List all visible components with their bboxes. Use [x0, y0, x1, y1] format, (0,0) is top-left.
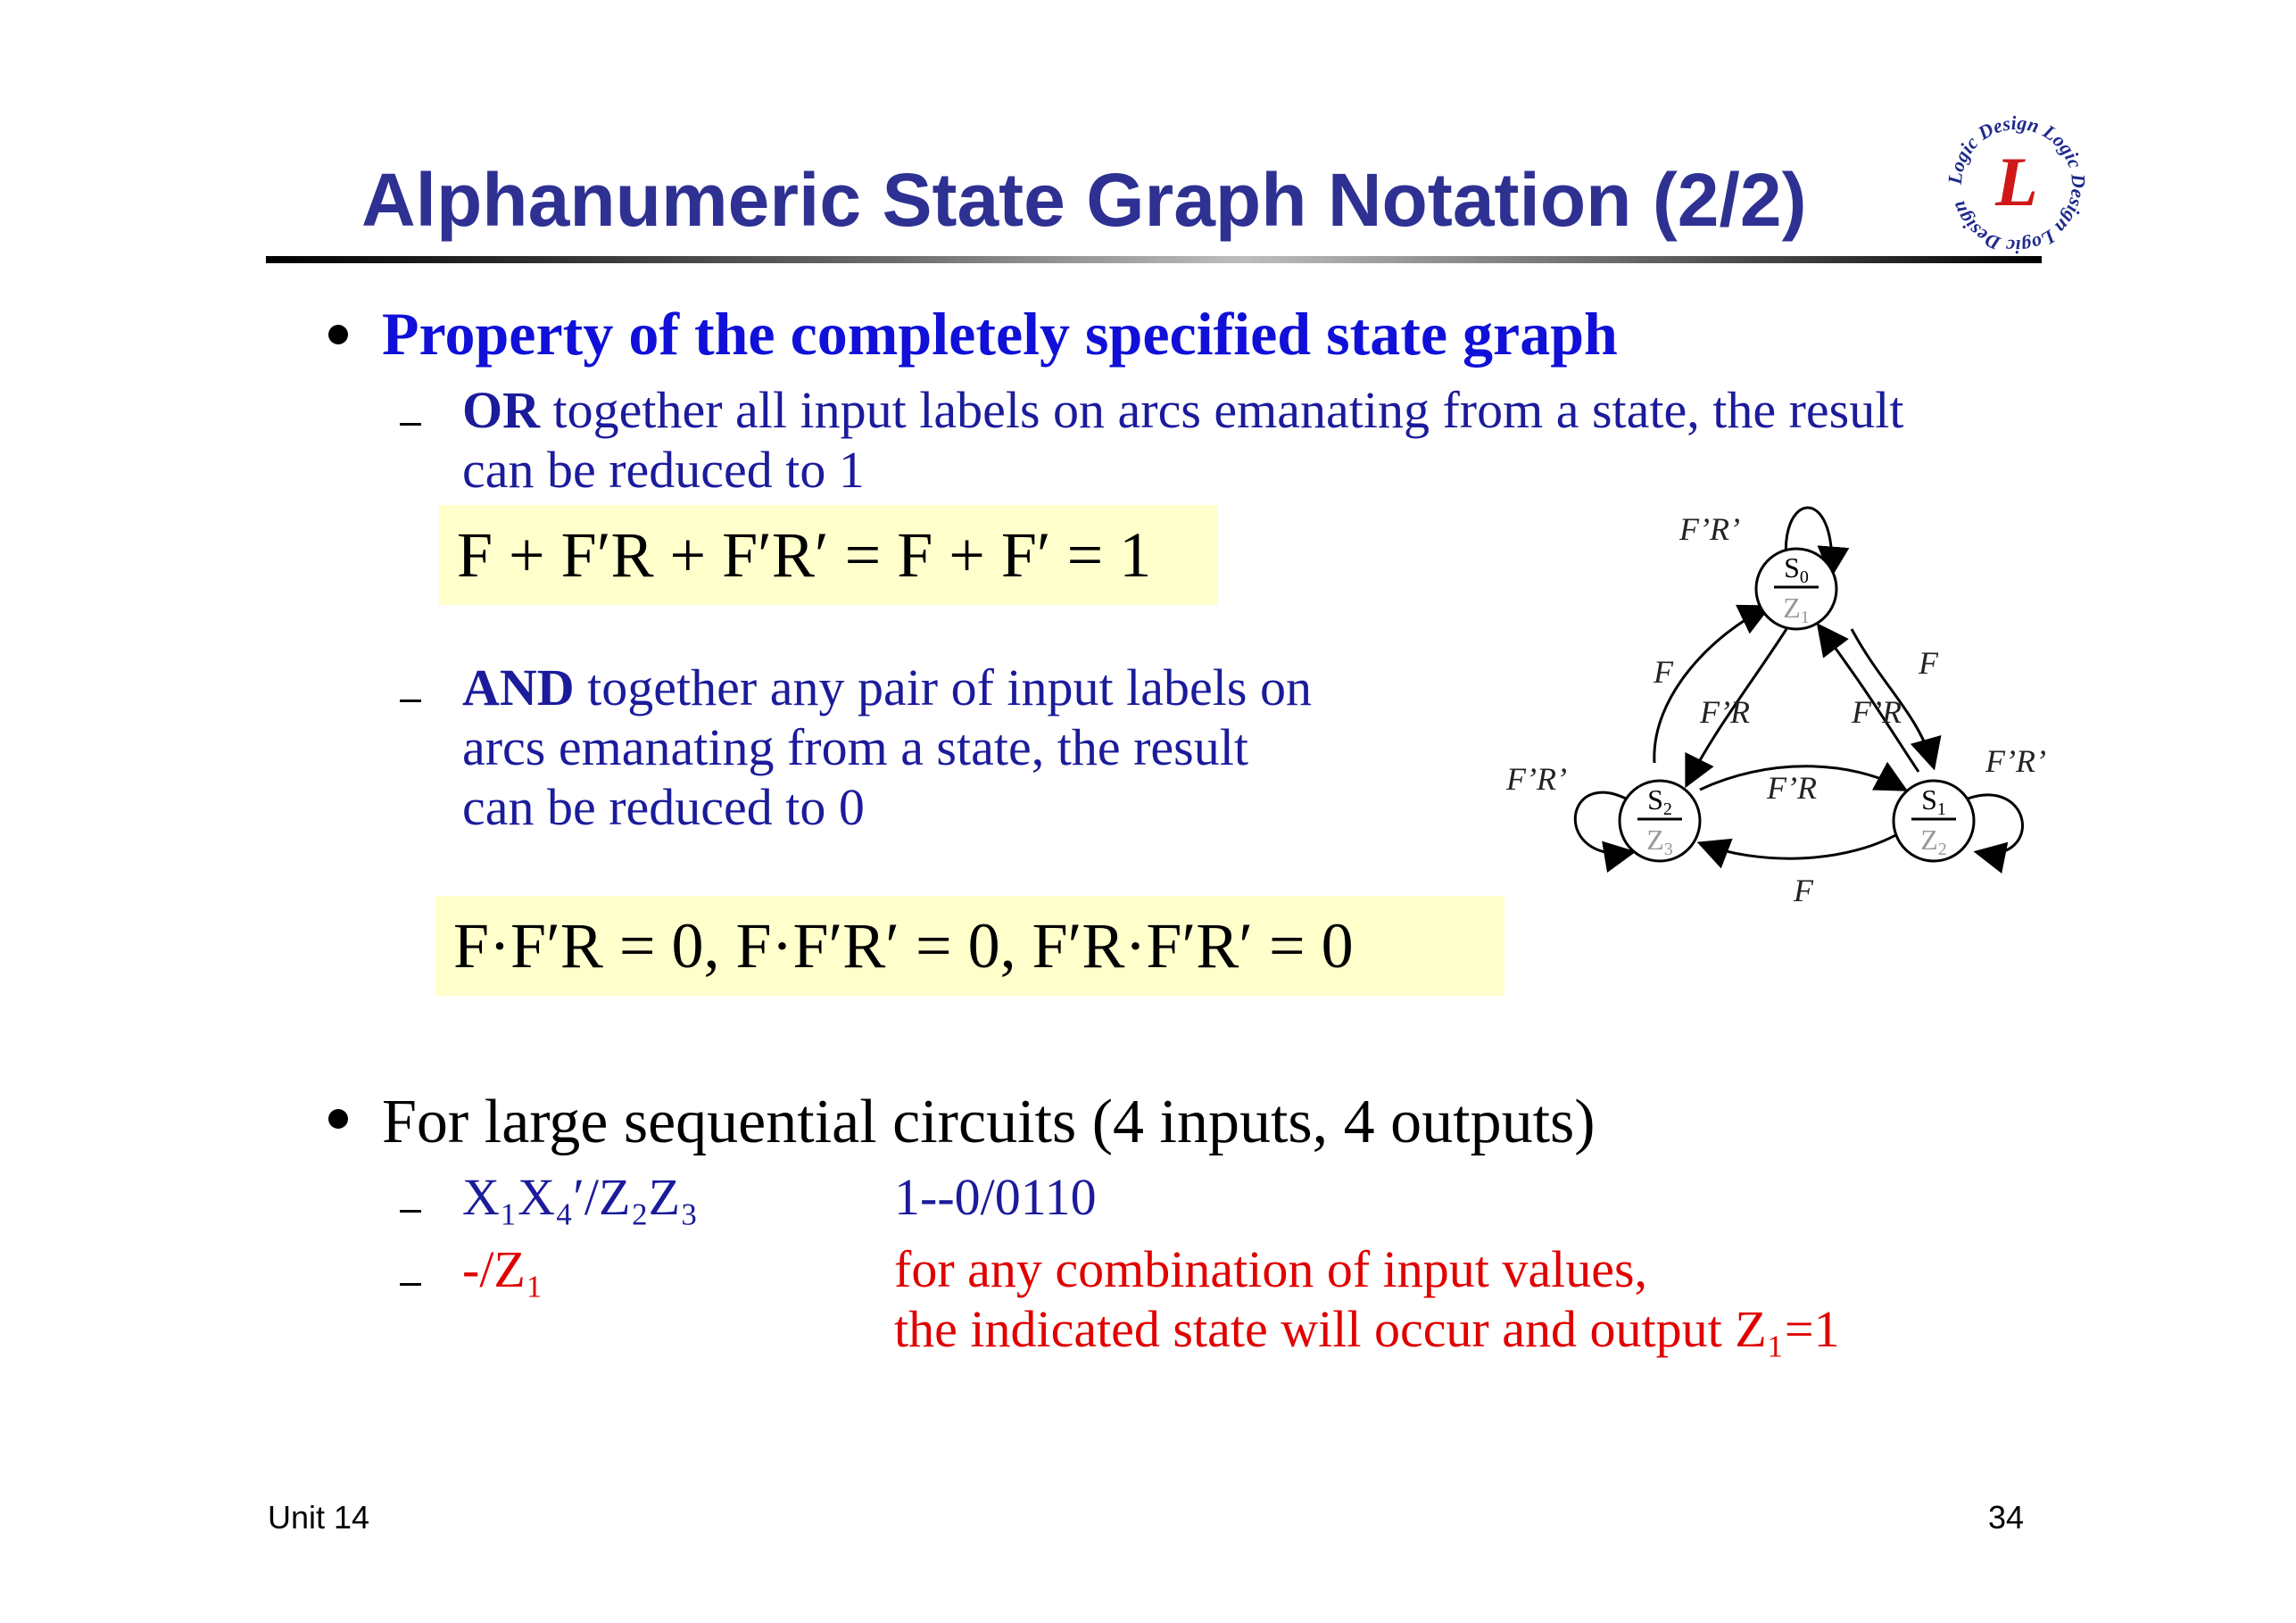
row1-value: 1--0/0110 — [894, 1168, 1097, 1226]
label-s0-to-s1: F — [1919, 645, 1938, 681]
bullet-dot — [328, 1109, 348, 1129]
svg-text:Z2: Z2 — [1920, 824, 1947, 859]
sub-dash — [400, 423, 421, 426]
footer-unit: Unit 14 — [268, 1499, 370, 1536]
row2-desc-line2: the indicated state will occur and output Z₁=1 — [894, 1300, 1840, 1358]
row1-notation: X₁X₄′/Z₂Z₃ — [462, 1168, 699, 1226]
bullet2-heading: For large sequential circuits (4 inputs, 4 outputs) — [382, 1088, 1596, 1156]
sub-dash — [400, 700, 421, 702]
sub2-rest: together any pair of input labels on — [574, 658, 1312, 716]
row2-desc-line1: for any combination of input values, — [894, 1240, 1648, 1298]
equation-or-box: F + F′R + F′R′ = F + F′ = 1 — [439, 505, 1217, 605]
svg-text:S2: S2 — [1647, 783, 1672, 819]
arc-s1-self — [1968, 795, 2022, 854]
label-s2-to-s1: F’R — [1767, 770, 1817, 806]
label-s0-to-s2: F’R — [1700, 694, 1750, 730]
sub-dash — [400, 1283, 421, 1286]
sub1-line1 — [462, 381, 1903, 440]
title-underline — [266, 256, 2042, 263]
svg-text:Z1: Z1 — [1783, 592, 1810, 627]
label-s2-self: F’R’ — [1506, 761, 1567, 797]
sub2-line3: can be reduced to 0 — [462, 778, 865, 836]
label-s1-to-s0: F’R — [1852, 694, 1902, 730]
state-graph-diagram — [1481, 473, 2061, 919]
arc-s1-to-s2 — [1700, 830, 1905, 858]
svg-text:Z3: Z3 — [1646, 824, 1673, 859]
label-s1-to-s2: F — [1794, 873, 1813, 908]
svg-text:S0: S0 — [1784, 551, 1809, 587]
bullet-dot — [328, 325, 348, 344]
sub2-line2: arcs emanating from a state, the result — [462, 718, 1248, 776]
svg-text:Logic Design Logic Design Logi: Logic Design Logic Design Logic Design — [1943, 111, 2091, 259]
state-s1 — [1894, 781, 1974, 861]
label-s1-self: F’R’ — [1985, 743, 2046, 779]
svg-text:L: L — [1995, 143, 2038, 220]
label-s0-self: F’R’ — [1679, 511, 1740, 547]
logic-design-logo — [1927, 100, 2106, 265]
slide-title: Alphanumeric State Graph Notation (2/2) — [361, 158, 1807, 242]
svg-text:S1: S1 — [1921, 783, 1946, 819]
sub1-rest: together all input labels on arcs emanating from a state, the result — [540, 381, 1904, 439]
sub-dash — [400, 1210, 421, 1213]
sub2-line1 — [462, 658, 1312, 717]
sub1-line2: can be reduced to 1 — [462, 441, 865, 499]
page-number: 34 — [1988, 1499, 2025, 1536]
label-s2-to-s0: F — [1654, 654, 1673, 690]
sub2-keyword: AND — [462, 658, 575, 716]
sub1-keyword: OR — [462, 381, 540, 439]
equation-and-box: F·F′R = 0, F·F′R′ = 0, F′R·F′R′ = 0 — [435, 896, 1504, 996]
state-s2 — [1620, 781, 1700, 861]
bullet1-heading: Property of the completely specified state graph — [382, 300, 1618, 368]
row2-notation: -/Z₁ — [462, 1240, 544, 1298]
state-s0 — [1756, 549, 1836, 629]
